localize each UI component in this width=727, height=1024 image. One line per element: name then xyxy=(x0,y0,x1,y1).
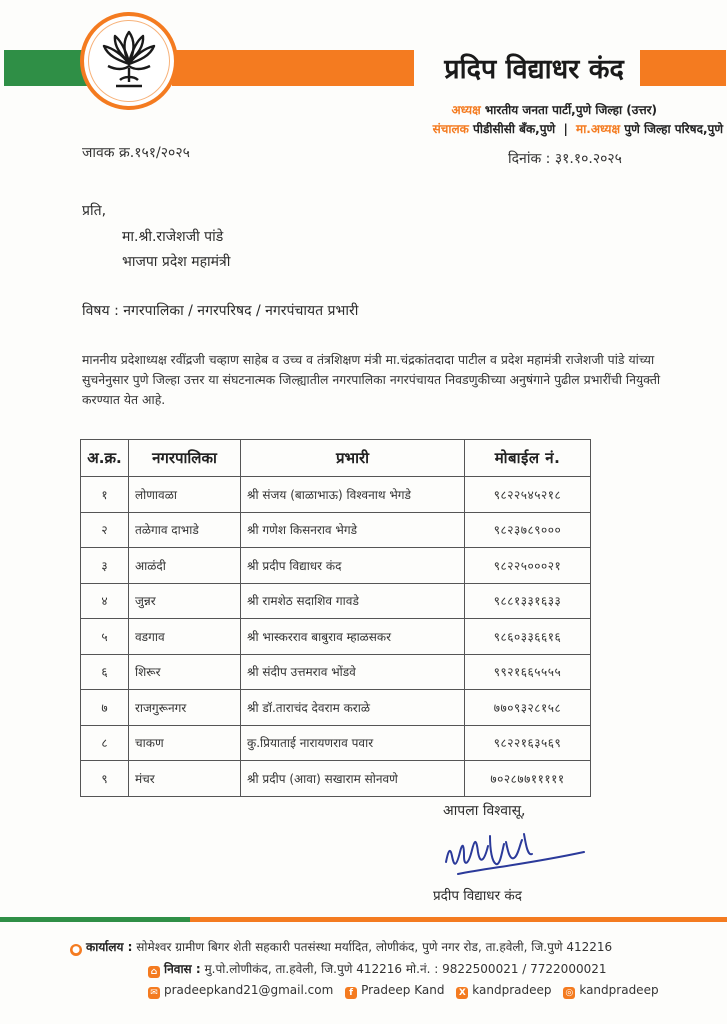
cell-mobile: ९८२२१६३५६९ xyxy=(465,725,591,761)
signatory-name: प्रदीप विद्याधर कंद xyxy=(433,888,522,904)
cell-serial: ६ xyxy=(81,654,129,690)
table-row xyxy=(81,512,591,548)
x-twitter-icon: X xyxy=(456,987,468,999)
cell-serial: ४ xyxy=(81,583,129,619)
cell-municipality: राजगुरूनगर xyxy=(129,690,241,726)
designation-line-2 xyxy=(433,120,723,137)
table-row xyxy=(81,548,591,584)
cell-municipality: लोणावळा xyxy=(129,477,241,513)
footer-orange-bar xyxy=(190,917,727,922)
cell-serial: ३ xyxy=(81,548,129,584)
footer-contacts xyxy=(148,983,667,999)
footer-residence-address xyxy=(148,960,607,978)
table-row xyxy=(81,654,591,690)
cell-incharge: श्री रामशेठ सदाशिव गावडे xyxy=(241,583,465,619)
lotus-logo-icon xyxy=(92,24,166,98)
twitter-link[interactable]: kandpradeep xyxy=(472,983,552,997)
cell-municipality: आळंदी xyxy=(129,548,241,584)
cell-incharge: कु.प्रियाताई नारायणराव पवार xyxy=(241,725,465,761)
designation-line-1 xyxy=(451,101,657,118)
table-row xyxy=(81,761,591,797)
footer-green-bar xyxy=(0,917,190,922)
cell-serial: ९ xyxy=(81,761,129,797)
cell-mobile: ९९२१६६५५५५ xyxy=(465,654,591,690)
appointments-table xyxy=(80,439,591,797)
cell-mobile: ७०२८७७१११११ xyxy=(465,761,591,797)
email-link[interactable]: pradeepkand21@gmail.com xyxy=(164,983,334,997)
director-label: संचालक xyxy=(432,122,469,136)
cell-mobile: ७७०९३२८१५८ xyxy=(465,690,591,726)
email-icon: ✉ xyxy=(148,987,160,999)
home-icon: ⌂ xyxy=(148,966,160,978)
ex-president-label: मा.अध्यक्ष xyxy=(576,122,621,136)
handwritten-signature xyxy=(438,822,588,880)
letter-subject: विषय : नगरपालिका / नगरपरिषद / नगरपंचायत प्रभारी xyxy=(82,303,359,319)
office-text: सोमेश्वर ग्रामीण बिगर शेती सहकारी पतसंस्था मर्यादित, लोणीकंद, पुणे नगर रोड, ता.हवेली, जि.पुणे 412216 xyxy=(136,940,613,954)
table-row xyxy=(81,725,591,761)
office-label: कार्यालय : xyxy=(86,940,133,954)
designation-label: अध्यक्ष xyxy=(451,103,481,117)
closing-phrase: आपला विश्वासू, xyxy=(443,803,526,819)
cell-municipality: शिरूर xyxy=(129,654,241,690)
facebook-link[interactable]: Pradeep Kand xyxy=(361,983,445,997)
designation-text: भारतीय जनता पार्टी,पुणे जिल्हा (उत्तर) xyxy=(484,103,657,117)
table-row xyxy=(81,690,591,726)
cell-mobile: ९८६०३३६६१६ xyxy=(465,619,591,655)
cell-serial: १ xyxy=(81,477,129,513)
header-orange-bar-middle xyxy=(172,50,414,86)
header-serial: अ.क्र. xyxy=(81,440,129,477)
director-text: पीडीसीसी बँक,पुणे xyxy=(473,122,556,136)
cell-mobile: ९८२२५०००२१ xyxy=(465,548,591,584)
ex-president-text: पुणे जिल्हा परिषद,पुणे xyxy=(624,122,723,136)
reference-number: जावक क्र.१५१/२०२५ xyxy=(82,145,190,161)
instagram-link[interactable]: kandpradeep xyxy=(579,983,659,997)
cell-incharge: श्री गणेश किसनराव भेगडे xyxy=(241,512,465,548)
letter-body: माननीय प्रदेशाध्यक्ष रवींद्रजी चव्हाण साहेब व उच्च व तंत्रशिक्षण मंत्री मा.चंद्रकांतदादा पाटील व प्रदेश महामंत्री राजेशजी पांडे यांच्या सुचनेनुसार पुणे जिल्हा उत्तर या संघटनात्मक जिल्ह्यातील नगरपालिका नगरपंचायत निवडणुकीच्या अनुषंगाने पुढील प्रभारींची नियुक्ती करण्यात येत आहे. xyxy=(82,352,661,407)
cell-serial: ८ xyxy=(81,725,129,761)
cell-mobile: ९८२२५४५२१८ xyxy=(465,477,591,513)
table-row xyxy=(81,583,591,619)
location-pin-icon: ● xyxy=(70,944,82,956)
recipient-salutation: प्रति, xyxy=(82,203,107,219)
cell-municipality: जुन्नर xyxy=(129,583,241,619)
cell-incharge: श्री भास्करराव बाबुराव म्हाळसकर xyxy=(241,619,465,655)
footer-office-address xyxy=(70,938,612,956)
cell-incharge: श्री प्रदीप विद्याधर कंद xyxy=(241,548,465,584)
home-text: मु.पो.लोणीकंद, ता.हवेली, जि.पुणे 412216 मो.नं. : 9822500021 / 7722000021 xyxy=(204,962,607,976)
cell-incharge: श्री संजय (बाळाभाऊ) विश्वनाथ भेगडे xyxy=(241,477,465,513)
table-row xyxy=(81,619,591,655)
recipient-title: भाजपा प्रदेश महामंत्री xyxy=(122,254,231,270)
recipient-name: मा.श्री.राजेशजी पांडे xyxy=(122,229,224,245)
cell-municipality: वडगाव xyxy=(129,619,241,655)
cell-serial: ७ xyxy=(81,690,129,726)
home-label: निवास : xyxy=(164,962,201,976)
designation-separator: | xyxy=(563,122,568,136)
cell-municipality: मंचर xyxy=(129,761,241,797)
header-mobile: मोबाईल नं. xyxy=(465,440,591,477)
cell-mobile: ९८८१३३१६३३ xyxy=(465,583,591,619)
cell-incharge: श्री प्रदीप (आवा) सखाराम सोनवणे xyxy=(241,761,465,797)
instagram-icon: ◎ xyxy=(563,987,575,999)
cell-incharge: श्री संदीप उत्तमराव भोंडवे xyxy=(241,654,465,690)
header-incharge: प्रभारी xyxy=(241,440,465,477)
cell-mobile: ९८२३७८९००० xyxy=(465,512,591,548)
header-orange-bar-right xyxy=(640,50,726,86)
bjp-lotus-logo xyxy=(80,12,178,110)
cell-serial: ५ xyxy=(81,619,129,655)
cell-municipality: चाकण xyxy=(129,725,241,761)
letterhead-name: प्रदिप विद्याधर कंद xyxy=(444,54,624,85)
table-header-row xyxy=(81,440,591,477)
header-green-bar xyxy=(4,50,88,86)
cell-municipality: तळेगाव दाभाडे xyxy=(129,512,241,548)
cell-serial: २ xyxy=(81,512,129,548)
cell-incharge: श्री डॉ.ताराचंद देवराम कराळे xyxy=(241,690,465,726)
letter-date: दिनांक : ३१.१०.२०२५ xyxy=(508,151,622,167)
facebook-icon: f xyxy=(345,987,357,999)
table-row xyxy=(81,477,591,513)
header-municipality: नगरपालिका xyxy=(129,440,241,477)
